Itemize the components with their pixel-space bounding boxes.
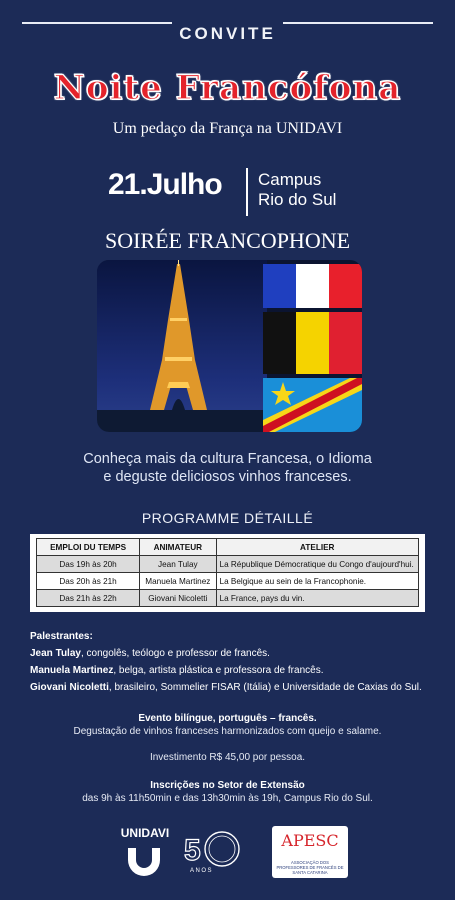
speaker-name: Giovani Nicoletti <box>30 682 109 693</box>
programme-title: PROGRAMME DÉTAILLÉ <box>141 510 314 526</box>
speaker-item <box>30 679 440 696</box>
schedule-cell: Das 20h às 21h <box>37 573 140 590</box>
event-location <box>258 170 336 210</box>
animator-cell: Manuela Martinez <box>140 573 216 590</box>
flag-belgium-icon <box>263 312 362 374</box>
workshop-cell: La Belgique au sein de la Francophonie. <box>216 573 418 590</box>
workshop-cell: La France, pays du vin. <box>216 590 418 607</box>
svg-text:5: 5 <box>184 834 201 867</box>
table-row <box>37 573 419 590</box>
animator-cell: Giovani Nicoletti <box>140 590 216 607</box>
intro-text <box>0 450 455 486</box>
investment-note: Investimento R$ 45,00 por pessoa. <box>149 752 306 763</box>
speaker-desc: , brasileiro, Sommelier FISAR (Itália) e Universidade de Caxias do Sul. <box>108 682 422 693</box>
tasting-note: Degustação de vinhos franceses harmonizados com queijo e salame. <box>73 726 382 737</box>
speaker-item <box>30 645 440 662</box>
event-title: Noite Francófona <box>53 68 402 108</box>
speaker-desc: , congolês, teólogo e professor de francês. <box>80 648 270 659</box>
bilingual-note: Evento bilíngue, português – francês. <box>138 713 317 724</box>
table-row <box>37 556 419 573</box>
date-divider <box>246 168 248 216</box>
speakers-heading: Palestrantes: <box>30 631 93 642</box>
anos-50-logo-icon <box>180 824 242 876</box>
trees-silhouette <box>97 410 267 432</box>
registration-title: Inscrições no Setor de Extensão <box>150 780 305 791</box>
schedule-cell: Das 21h às 22h <box>37 590 140 607</box>
event-date: 21.Julho <box>108 168 222 201</box>
location-line-1: Campus <box>258 170 322 189</box>
soiree-heading: SOIRÉE FRANCOPHONE <box>104 228 351 253</box>
column-header: EMPLOI DU TEMPS <box>37 539 140 556</box>
table-header-row <box>37 539 419 556</box>
anos-label: ANOS <box>190 868 214 874</box>
registration-hours: das 9h às 11h50min e das 13h30min às 19h, Campus Rio do Sul. <box>82 793 373 804</box>
column-header: ANIMATEUR <box>140 539 216 556</box>
flag-congo-icon <box>263 378 362 432</box>
invite-label: CONVITE <box>179 24 276 43</box>
column-header: ATELIER <box>216 539 418 556</box>
speaker-name: Jean Tulay <box>30 648 81 659</box>
apesc-subtitle: ASSOCIAÇÃO DOS PROFESSORES DE FRANCÊS DE SANTA CATARINA <box>276 860 344 875</box>
intro-line-1: Conheça mais da cultura Francesa, o Idioma <box>83 451 372 467</box>
intro-line-2: e deguste deliciosos vinhos franceses. <box>103 469 352 485</box>
event-details <box>0 712 455 738</box>
location-line-2: Rio do Sul <box>258 190 337 209</box>
speaker-item <box>30 662 440 679</box>
apesc-wordmark: APESC <box>281 831 339 850</box>
programme-table <box>30 534 425 612</box>
workshop-cell: La République Démocratique du Congo d'aujourd'hui. <box>216 556 418 573</box>
eiffel-flags-image <box>97 260 362 432</box>
table-row <box>37 590 419 607</box>
animator-cell: Jean Tulay <box>140 556 216 573</box>
unidavi-logo-icon <box>112 828 176 880</box>
flag-france-icon <box>263 264 362 308</box>
speaker-name: Manuela Martinez <box>30 665 114 676</box>
unidavi-wordmark: UNIDAVI <box>120 826 170 840</box>
event-subtitle: Um pedaço da França na UNIDAVI <box>112 120 343 137</box>
speakers-section <box>30 628 440 696</box>
registration-info <box>0 779 455 805</box>
schedule-cell: Das 19h às 20h <box>37 556 140 573</box>
speaker-desc: , belga, artista plástica e professora de francês. <box>113 665 324 676</box>
